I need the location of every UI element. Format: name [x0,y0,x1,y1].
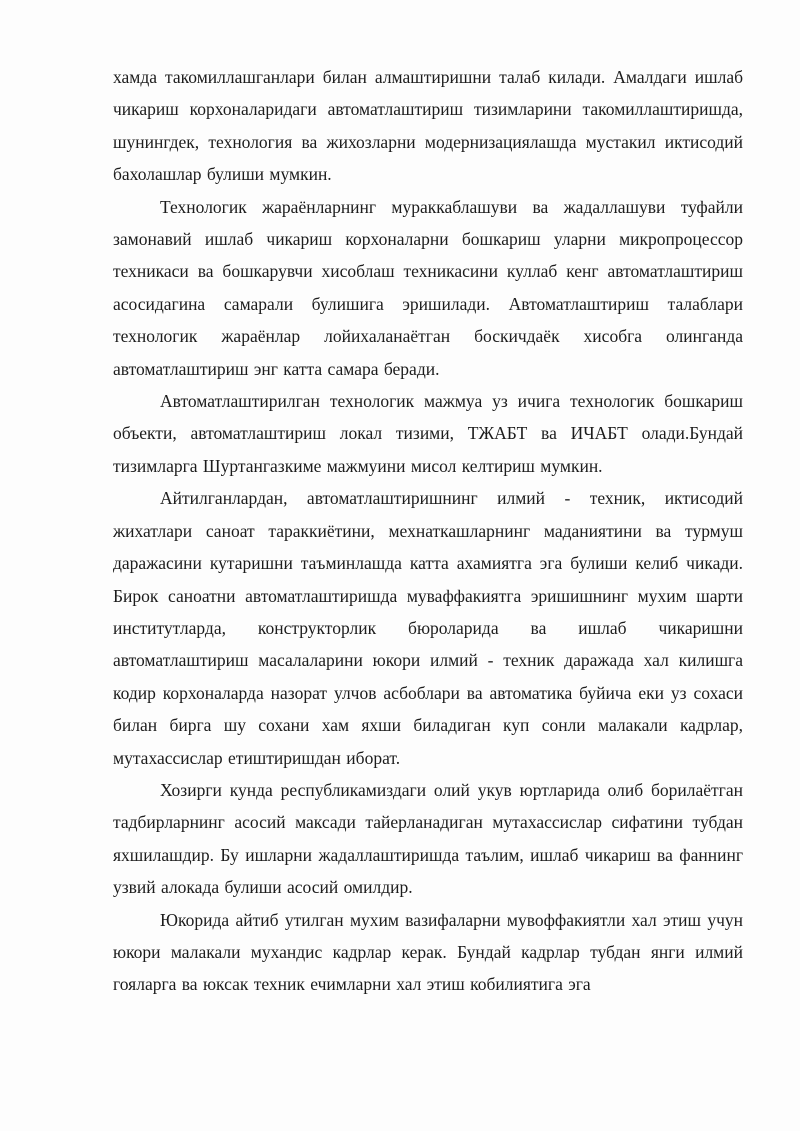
document-body [113,61,743,1001]
paragraph: Айтилганлардан, автоматлаштиришнинг илмий - техник, иктисодий жихатлари саноат тараккиётини, мехнаткашларнинг маданиятини ва турмуш даражасини кутаришни таъминлашда катта ахамиятга эга булиши келиб чикади. Бирок саноатни автоматлаштиришда муваффакиятга эришишнинг мухим шарти институтларда, конструкторлик бюроларида ва ишлаб чикаришни автоматлаштириш масалаларини юкори илмий - техник даражада хал килишга кодир корхоналарда назорат улчов асбоблари ва автоматика буйича еки уз сохаси билан бирга шу сохани хам яхши биладиган куп сонли малакали кадрлар, мутахассислар етиштиришдан иборат. [113,488,743,768]
paragraph: Хозирги кунда республикамиздаги олий укув юртларида олиб борилаётган тадбирларнинг асосий максади тайерланадиган мутахассислар сифатини тубдан яхшилашдир. Бу ишларни жадаллаштиришда таълим, ишлаб чикариш ва фаннинг узвий алокада булиши асосий омилдир. [113,779,743,898]
paragraph: Автоматлаштирилган технологик мажмуа уз ичига технологик бошкариш объекти, автоматлаштириш локал тизими, ТЖАБТ ва ИЧАБТ олади.Бундай тизимларга Шуртангазкиме мажмуини мисол келтириш мумкин. [113,391,743,476]
paragraph: Юкорида айтиб утилган мухим вазифаларни мувоффакиятли хал этиш учун юкори малакали мухандис кадрлар керак. Бундай кадрлар тубдан янги илмий гояларга ва юксак техник ечимларни хал этиш кобилиятига эга [113,909,743,995]
paragraph: хамда такомиллашганлари билан алмаштиришни талаб килади. Амалдаги ишлаб чикариш корхоналаридаги автоматлаштириш тизимларини такомиллаштиришда, шунингдек, технология ва жихозларни модернизациялашда мустакил иктисодий бахолашлар булиши мумкин. [113,67,743,185]
paragraph: Технологик жараёнларнинг мураккаблашуви ва жадаллашуви туфайли замонавий ишлаб чикариш корхоналарни бошкариш уларни микропроцессор техникаси ва бошкарувчи хисоблаш техникасини куллаб кенг автоматлаштириш асосидагина самарали булишига эришилади. Автоматлаштириш талаблари технологик жараёнлар лойихаланаётган боскичдаёк хисобга олинганда автоматлаштириш энг катта самара беради. [113,196,743,379]
